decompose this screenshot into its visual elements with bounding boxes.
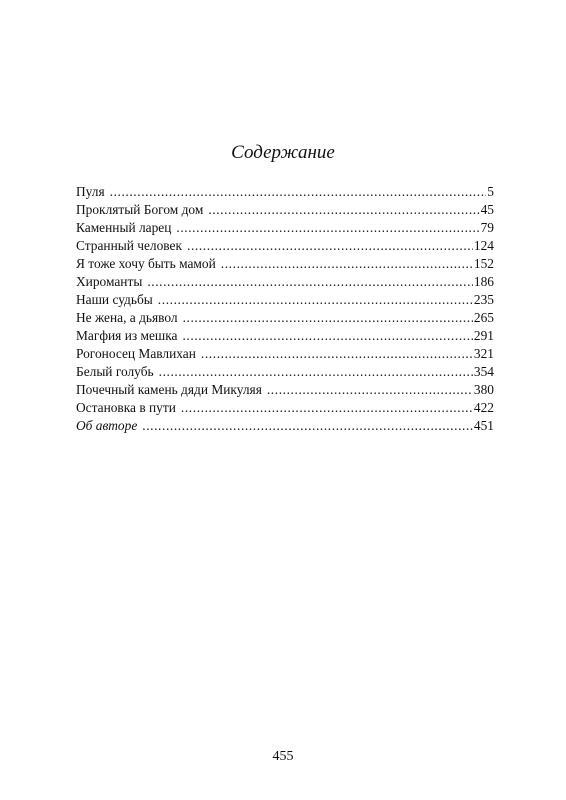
toc-dot-leader	[110, 183, 487, 201]
toc-entry-page: 45	[480, 202, 494, 217]
toc-dot-leader	[181, 399, 473, 417]
toc-entry-page: 186	[473, 274, 494, 289]
toc-entry-page: 5	[487, 184, 494, 199]
toc-entry-page: 152	[473, 256, 494, 271]
toc-entry	[76, 201, 494, 219]
toc-dot-leader	[176, 219, 479, 237]
toc-dot-leader	[208, 201, 479, 219]
toc-entry	[76, 399, 494, 417]
toc-entry-title: Магфия из мешка	[76, 328, 178, 343]
toc-entry-page: 321	[473, 346, 494, 361]
page-number: 455	[272, 749, 294, 764]
toc-entry-title: Каменный ларец	[76, 220, 172, 235]
toc-dot-leader	[182, 327, 472, 345]
toc-entry-title: Хироманты	[76, 274, 143, 289]
toc-entry-title: Почечный камень дяди Микуляя	[76, 382, 262, 397]
toc-dot-leader	[142, 417, 473, 435]
toc-entry-title: Странный человек	[76, 238, 183, 253]
toc-entry-title: Проклятый Богом дом	[76, 202, 204, 217]
toc-entry-page: 235	[473, 292, 494, 307]
toc-entry	[76, 345, 494, 363]
toc-entry-page: 354	[473, 364, 494, 379]
toc-entry-title: Об авторе	[76, 418, 138, 433]
toc-entry-page: 79	[480, 220, 494, 235]
toc-dot-leader	[158, 291, 473, 309]
toc-entry-title: Белый голубь	[76, 364, 154, 379]
toc-dot-leader	[183, 309, 473, 327]
toc-entry	[76, 327, 494, 345]
toc-entry-title: Я тоже хочу быть мамой	[76, 256, 216, 271]
toc-entry	[76, 237, 494, 255]
toc-entry-title: Остановка в пути	[76, 400, 176, 415]
toc-dot-leader	[147, 273, 473, 291]
toc-entry-title: Наши судьбы	[76, 292, 153, 307]
toc-entry-page: 422	[473, 400, 494, 415]
toc-entry-title: Не жена, а дьявол	[76, 310, 178, 325]
toc-entry-page: 380	[473, 382, 494, 397]
toc-entry	[76, 183, 494, 201]
toc-entry	[76, 363, 494, 381]
toc-dot-leader	[221, 255, 473, 273]
toc-entry	[76, 381, 494, 399]
toc-entry-page: 451	[473, 418, 494, 433]
toc-entry-title: Пуля	[76, 184, 105, 199]
toc-entry	[76, 273, 494, 291]
toc-entry-page: 291	[473, 328, 494, 343]
toc-dot-leader	[201, 345, 473, 363]
toc-entry	[76, 255, 494, 273]
toc-dot-leader	[267, 381, 473, 399]
toc-entry-title: Рогоносец Мавлихан	[76, 346, 196, 361]
toc-entry	[76, 219, 494, 237]
page-title: Содержание	[231, 142, 335, 163]
toc-entry-page: 265	[473, 310, 494, 325]
toc-entry	[76, 291, 494, 309]
toc-entry-page: 124	[473, 238, 494, 253]
toc-dot-leader	[159, 363, 473, 381]
toc-entry-about-author	[76, 417, 494, 435]
toc-entry	[76, 309, 494, 327]
table-of-contents	[76, 183, 494, 435]
toc-dot-leader	[187, 237, 473, 255]
